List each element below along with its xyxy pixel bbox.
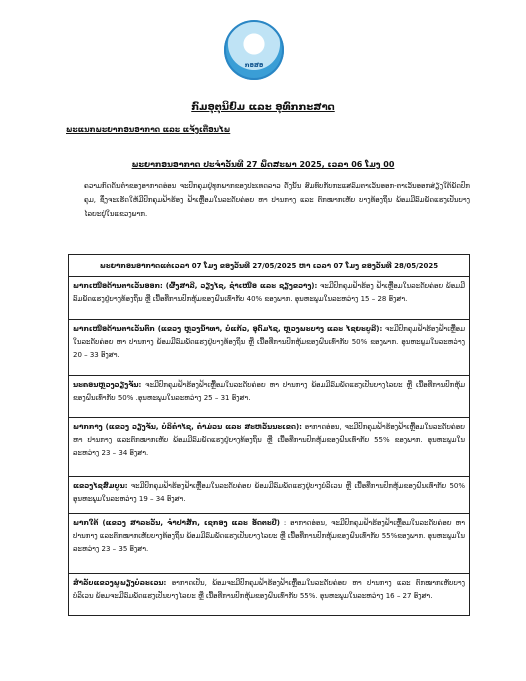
bulletin-intro: ຄວາມກົດດັນຕ່ຳຂອງອາກາດອ່ອນ ຈະປົກຄຸມຢູ່ທຸກພາກຂອງປະເທດລາວ ດັ່ງນັ້ນ ສົມທົບກັບກະແສລົມຕາເວັນອອກ-ຕາເວັນອອກສ່ຽງໃຕ້ພັດປົກຄຸມ, ຊຶ່ງຈະເຮັດໃຫ້ມີປົກຄຸມຟ້າຮ້ອງ ຟ້າເຫຼື້ອມໃນລະດັບຄ່ອຍ ຫາ ປານກາງ ແລະ ຕົກໝາກເຫັບ ບາງທ້ອງຖິ່ນ ພ້ອມມີລົມພັດແຮງເປັນບາງໄລຍະຢູ່ໃນແຂວງພາກ. (84, 182, 470, 218)
region-forecast: ຈະມີປົກຄຸມຟ້າຮ້ອງຟ້າເຫຼື້ອມໃນລະດັບຄ່ອຍ ຫາ ປານກາງ ພ້ອມມີລົມພັດແຮງຢູ່ບາງທ້ອງຖິ່ນ ຫຼື ເນື້ອທີ່ການປົກຫຸ້ມຂອງຝົນເທົ່າກັບ 50% ຂອງພາກ. ອຸນຫະພູມໃນລະຫວ່າງ 20 – 33 ອົງສາ. (73, 325, 466, 359)
region-forecast: ອາກາດເປັນ, ພ້ອມຈະມີປົກຄຸມຟ້າຮ້ອງຟ້າເຫຼື້ອມໃນລະດັບຄ່ອຍ ຫາ ປານກາງ ແລະ ຕົກໝາກເຫັບບາງບໍລິເວນ ພ້ອມຈະມີລົມພັດແຮງເປັນບາງໄລຍະ ຫຼື ເນື້ອທີ່ການປົກຫຸ້ມຂອງຝົນເທົ່າກັບ 55%. ອຸນຫະພູມໃນລະຫວ່າງ 16 – 27 ອົງສາ. (73, 579, 465, 600)
department-logo (224, 20, 284, 80)
bulletin-headline: ພະຍາກອນອາກາດ ປະຈຳວັນທີ 27 ພຶດສະພາ 2025, ເວລາ 06 ໂມງ 00 (131, 160, 395, 169)
region-label: ນະຄອນຫຼວງວຽງຈັນ: (73, 381, 142, 389)
logo-text: ກອສອ (244, 62, 264, 69)
forecast-table-header: ພະຍາກອນອາກາດແຕ່ເວລາ 07 ໂມງ ຂອງວັນທີ 27/05/2025 ຫາ ເວລາ 07 ໂມງ ຂອງວັນທີ 28/05/2025 (69, 255, 469, 277)
region-forecast: ອາກາດອ່ອນ, ຈະມີປົກຄຸມຟ້າຮ້ອງຟ້າເຫຼື້ອມໃນລະດັບຄ່ອຍ ຫາ ປານກາງ ແລະຕົກໝາກເຫັບ ພ້ອມມີລົມພັດແຮງຢູ່ບາງທ້ອງຖິ່ນ ຫຼື ເນື້ອທີ່ການປົກຫຸ້ມຂອງຝົນເທົ່າກັບ 55% ຂອງພາກ. ອຸນຫະພູມໃນລະຫວ່າງ 23 – 34 ອົງສາ. (73, 423, 465, 457)
region-label: ພາກກາງ (ແຂວງ ວຽງຈັນ, ບໍລິຄຳໄຊ, ຄຳມ່ວນ ແລະ ສະຫວັນນະເຂດ): (73, 423, 302, 431)
forecast-row-north-east (69, 277, 469, 320)
forecast-row-xaisomboun (69, 477, 469, 514)
region-forecast: ຈະມີປົກຄຸມຟ້າຮ້ອງ ຟ້າເຫຼື້ອມໃນລະດັບຄ່ອຍ ພ້ອມມີລົມພັດແຮງຢູ່ບາງທ້ອງຖິ່ນ ຫຼື ເນື້ອທີ່ການປົກຫຸ້ມຂອງຝົນເທົ່າກັບ 40% ຂອງພາກ. ອຸນຫະພູມໃນລະຫວ່າງ 15 – 28 ອົງສາ. (73, 282, 465, 303)
region-label: ສຳລັບແຂວງພູພຽງບໍລະເວນ: (73, 579, 167, 587)
forecast-row-plateau (69, 574, 469, 616)
forecast-row-vientiane-capital (69, 376, 469, 418)
forecast-row-north-west (69, 320, 469, 376)
region-label: ພາກໃຕ້ (ແຂວງ ສາລະວັນ, ຈຳປາສັກ, ເຊກອງ ແລະ ອັດຕະປື) (73, 519, 280, 527)
region-forecast: ຈະມີປົກຄຸມຟ້າຮ້ອງຟ້າເຫຼື້ອມໃນລະດັບຄ່ອຍ ພ້ອມມີລົມພັດແຮງຢູ່ບາງບໍລິເວນ ຫຼື ເນື້ອທີ່ການປົກຫຸ້ມຂອງຝົນເທົ່າກັບ 50% ອຸນຫະພູມໃນລະຫວ່າງ 19 – 34 ອົງສາ. (73, 482, 465, 503)
forecast-row-south (69, 514, 469, 574)
region-label: ພາກເໜືອດ້ານຕາເວັນອອກ: (ຜົ້ງສາລີ, ວຽງໄຊ, ຊຳເໜືອ ແລະ ຊຽງຂວາງ): (73, 282, 318, 290)
region-forecast: ຈະມີປົກຄຸມຟ້າຮ້ອງຟ້າເຫຼື້ອມໃນລະດັບຄ່ອຍ ຫາ ປານກາງ ພ້ອມມີລົມພັດແຮງເປັນບາງໄລຍະ ຫຼື ເນື້ອທີ່ການປົກຫຸ້ມຂອງຝົນເທົ່າກັບ 50% .ອຸນຫະພູມໃນລະຫວ່າງ 25 – 31 ອົງສາ. (73, 381, 465, 402)
region-label: ພາກເໜືອດ້ານຕາເວັນຕົກ (ແຂວງ ຫຼວງນ້ຳທາ, ບໍ່ແກ້ວ, ອຸດົມໄຊ, ຫຼວງພະບາງ ແລະ ໄຊຍະບູລີ): (73, 325, 383, 333)
forecast-table (68, 254, 470, 616)
department-title: ພະແນກພະຍາກອນອາກາດ ແລະ ແຈ້ງເຕືອນໄພ (66, 125, 231, 134)
forecast-row-central (69, 418, 469, 477)
ministry-title: ກົມອຸຕຸນິຍົມ ແລະ ອຸທົກກະສາດ (191, 102, 335, 113)
region-forecast: : ອາກາດອ່ອນ, ຈະມີປົກຄຸມຟ້າຮ້ອງຟ້າເຫຼື້ອມໃນລະດັບຄ່ອຍ ຫາ ປານກາງ ແລະຕົກໝາກເຫັບບາງທ້ອງຖິ່ນ ພ້ອມມີລົມພັດແຮງເປັນບາງໄລຍະ ຫຼື ເນື້ອທີ່ການປົກຫຸ້ມຂອງຝົນເທົ່າກັບ 55%ຂອງພາກ. ອຸນຫະພູມໃນລະຫວ່າງ 23 – 35 ອົງສາ. (73, 519, 465, 553)
region-label: ແຂວງໄຊສົມບູນ: (73, 482, 128, 490)
